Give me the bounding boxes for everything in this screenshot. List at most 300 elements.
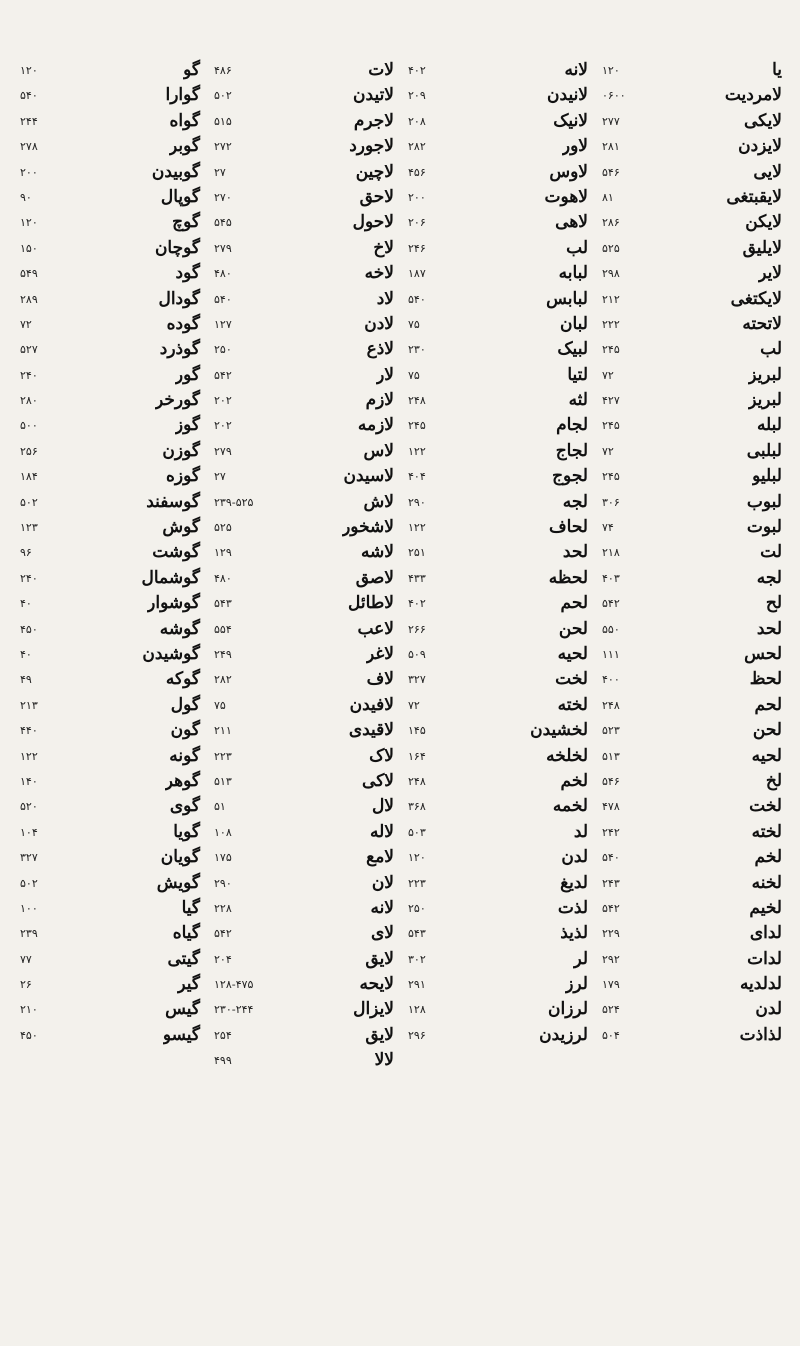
page-number: ۵۰۳: [408, 825, 426, 839]
index-entry: [404, 58, 592, 83]
page-number: ۵۱: [214, 800, 226, 814]
page-number: ۱۷۹: [602, 978, 620, 992]
headword: لاذع: [366, 339, 394, 360]
index-entry: [404, 83, 592, 108]
headword: لانیک: [553, 110, 588, 131]
headword: گوشیدن: [142, 643, 200, 664]
index-entry: [598, 109, 786, 134]
index-entry: [16, 642, 204, 667]
index-entry: [16, 921, 204, 946]
page-number: ۵۵۰: [602, 622, 620, 636]
page-number: ۲۴۰: [20, 571, 38, 585]
page-number: ۲۲۹: [602, 927, 620, 941]
page-number: ۲۸۶: [602, 216, 620, 230]
headword: لایزال: [353, 999, 394, 1020]
page-number: ۵۱۳: [214, 774, 232, 788]
index-entry: [598, 287, 786, 312]
index-entry: [598, 617, 786, 642]
headword: لحم: [754, 694, 782, 715]
index-entry: [404, 947, 592, 972]
headword: گودال: [158, 288, 200, 309]
headword: لامردیت: [724, 85, 782, 106]
headword: لان: [371, 872, 394, 893]
headword: گوکه: [165, 669, 200, 690]
page-number: ۲۴۵: [602, 419, 620, 433]
headword: لانه: [370, 897, 394, 918]
page-number: ۵۵۴: [214, 622, 232, 636]
index-entry: [210, 921, 398, 946]
page-number: ۵۴۹: [20, 267, 38, 281]
headword: لاحول: [352, 212, 394, 233]
headword: لای: [370, 923, 394, 944]
headword: لجه: [562, 491, 588, 512]
page-number: ۱۲۰: [408, 851, 426, 865]
page-number: ۲۲۲: [602, 317, 620, 331]
page-number: ۳۲۷: [408, 673, 426, 687]
page-number: ۲۹۲: [602, 952, 620, 966]
page-number: ۲۲۳: [214, 749, 232, 763]
headword: لبوب: [746, 491, 782, 512]
headword: گود: [175, 263, 200, 284]
index-entry: [16, 540, 204, 565]
page-number: ۷۵: [214, 698, 226, 712]
index-entry: [404, 744, 592, 769]
index-entry: [598, 490, 786, 515]
index-entry: [16, 794, 204, 819]
page-number: ۱۱۱: [602, 647, 620, 661]
headword: لایی: [753, 161, 782, 182]
index-entry: [16, 363, 204, 388]
headword: لاتحته: [742, 313, 782, 334]
page-number: ۱۸۴: [20, 470, 38, 484]
index-entry: [404, 515, 592, 540]
headword: لانیدن: [547, 85, 588, 106]
page-number: ۴۰۰: [602, 673, 620, 687]
headword: لایقبتغی: [726, 186, 782, 207]
index-entry: [210, 540, 398, 565]
headword: لرز: [565, 974, 588, 995]
index-entry: [404, 134, 592, 159]
index-entry: [404, 617, 592, 642]
headword: گوده: [166, 313, 200, 334]
index-entry: [404, 185, 592, 210]
page-number: ۱۸۷: [408, 267, 426, 281]
page-number: ۲۵۰: [214, 343, 232, 357]
index-entry: [210, 947, 398, 972]
headword: لحیه: [751, 745, 782, 766]
page-number: ۱۲۰: [20, 216, 38, 230]
headword: لذیذ: [560, 923, 588, 944]
index-entry: [210, 185, 398, 210]
headword: لایحه: [359, 974, 394, 995]
page-number: ۲۵۰: [408, 901, 426, 915]
index-entry: [16, 591, 204, 616]
headword: لاطائل: [347, 593, 394, 614]
index-entry: [210, 337, 398, 362]
index-entry: [210, 363, 398, 388]
headword: لبوت: [746, 517, 782, 538]
page-number: ۴۸۶: [214, 64, 232, 77]
index-entry: [16, 667, 204, 692]
headword: گوچان: [154, 237, 200, 258]
page-number: ۷۲: [20, 317, 32, 331]
page-number: ۵۴۰: [602, 851, 620, 865]
index-entry: [404, 287, 592, 312]
index-entry: [16, 236, 204, 261]
page-number: ۴۵۰: [20, 622, 38, 636]
headword: گو: [183, 60, 200, 80]
headword: گویا: [173, 821, 200, 842]
headword: لاف: [366, 669, 394, 690]
index-entry: [210, 287, 398, 312]
index-entry: [210, 210, 398, 235]
headword: گور: [174, 364, 200, 385]
index-entry: [598, 58, 786, 83]
index-entry: [598, 845, 786, 870]
index-entry: [16, 947, 204, 972]
page-number: ۰۶۰۰: [602, 89, 626, 103]
headword: لافیدن: [349, 694, 394, 715]
index-entry: [210, 1048, 398, 1073]
index-entry: [210, 896, 398, 921]
headword: گوش: [162, 517, 200, 538]
index-entry: [598, 820, 786, 845]
index-entry: [16, 464, 204, 489]
headword: لح: [765, 593, 782, 614]
index-entry: [210, 236, 398, 261]
index-entry: [404, 236, 592, 261]
page-number: ۵۱۳: [602, 749, 620, 763]
page-number: ۲۷۸: [20, 140, 38, 154]
page-number: ۲۵۶: [20, 444, 38, 458]
headword: لایق: [365, 948, 394, 969]
headword: لبان: [560, 313, 588, 334]
index-entry: [16, 388, 204, 413]
index-entry: [210, 312, 398, 337]
index-entry: [16, 287, 204, 312]
index-entry: [210, 490, 398, 515]
index-entry: [210, 566, 398, 591]
headword: لحم: [560, 593, 588, 614]
page-number: ۲۰۸: [408, 114, 426, 128]
page-number: ۵۴۶: [602, 774, 620, 788]
page-number: ۲۶: [20, 978, 32, 992]
headword: لخلخه: [546, 745, 588, 766]
page-number: ۱۵۰: [20, 241, 38, 255]
page-number: ۲۹۶: [408, 1028, 426, 1042]
index-entry: [210, 845, 398, 870]
page-number: ۲۷۰: [214, 190, 232, 204]
page-number: ۵۴۲: [214, 927, 232, 941]
page-number: ۹۰: [20, 190, 32, 204]
index-entry: [16, 109, 204, 134]
headword: لدات: [747, 948, 782, 969]
index-entry: [404, 845, 592, 870]
index-entry: [598, 997, 786, 1022]
headword: لحظه: [548, 567, 588, 588]
headword: لخم: [754, 847, 782, 868]
page-number: ۲۷۷: [602, 114, 620, 128]
page-number: ۴۰۴: [408, 470, 426, 484]
index-entry: [210, 667, 398, 692]
index-entry: [16, 820, 204, 845]
page-number: ۵۰۲: [20, 495, 38, 509]
index-entry: [598, 972, 786, 997]
index-entry: [210, 972, 398, 997]
index-entry: [210, 160, 398, 185]
page-number: ۲۴۸: [602, 698, 620, 712]
index-entry: [16, 413, 204, 438]
page-number: ۲۱۲: [602, 292, 620, 306]
index-entry: [598, 160, 786, 185]
page-number: ۵۲۴: [602, 1003, 620, 1017]
index-entry: [404, 997, 592, 1022]
index-entry: [404, 439, 592, 464]
index-entry: [210, 820, 398, 845]
headword: گیسو: [162, 1024, 200, 1045]
page-number: ۲۴۵: [408, 419, 426, 433]
headword: لاله: [370, 821, 394, 842]
headword: لاعب: [357, 618, 394, 639]
page-number: ۸۱: [602, 190, 614, 204]
index-entry: [210, 134, 398, 159]
headword: لایزدن: [738, 136, 782, 157]
index-entry: [16, 490, 204, 515]
headword: لحن: [558, 618, 588, 639]
headword: گوبر: [169, 136, 200, 157]
index-entry: [598, 413, 786, 438]
headword: لار: [376, 364, 394, 385]
index-entry: [210, 58, 398, 83]
page-number: ۲۰۲: [214, 394, 232, 408]
index-entry: [210, 642, 398, 667]
headword: گوی: [169, 796, 200, 817]
page-number: ۲۰۴: [214, 952, 232, 966]
index-entry: [404, 363, 592, 388]
index-entry: [16, 744, 204, 769]
headword: لاوس: [549, 161, 588, 182]
headword: لاهوت: [544, 186, 588, 207]
headword: لاقیدی: [348, 720, 394, 741]
index-entry: [16, 769, 204, 794]
index-entry: [210, 413, 398, 438]
page-number: ۴۰۲: [408, 64, 426, 77]
page-number: ۱۲۲: [408, 444, 426, 458]
headword: لاجرم: [353, 110, 394, 131]
index-entry: [404, 896, 592, 921]
index-entry: [404, 388, 592, 413]
index-entry: [404, 871, 592, 896]
index-entry: [16, 566, 204, 591]
index-entry: [16, 439, 204, 464]
headword: گیتی: [167, 948, 200, 969]
headword: گویان: [160, 847, 200, 868]
page-number: ۵۴۰: [408, 292, 426, 306]
headword: لحیه: [557, 643, 588, 664]
headword: لبلبی: [746, 440, 782, 461]
page-number: ۵۲۵: [214, 521, 232, 535]
page-number: ۲۱۰: [20, 1003, 38, 1017]
headword: لاکی: [362, 770, 394, 791]
headword: لاصق: [355, 567, 394, 588]
page-number: ۴۸۰: [214, 571, 232, 585]
page-number: ۲۴۰: [20, 368, 38, 382]
page-number: ۷۵: [408, 368, 420, 382]
index-entry: [210, 1023, 398, 1048]
index-entry: [210, 439, 398, 464]
index-column: [404, 58, 592, 1336]
index-entry: [598, 718, 786, 743]
page-number: ۲۷۹: [214, 444, 232, 458]
page-number: ۲۷۲: [214, 140, 232, 154]
page-number: ۱۲۰: [602, 64, 620, 77]
headword: لحن: [752, 720, 782, 741]
index-entry: [598, 794, 786, 819]
page-number: ۲۴۶: [408, 241, 426, 255]
index-entry: [598, 947, 786, 972]
page-number: ۱۲۳: [20, 521, 38, 535]
headword: لحد: [756, 618, 782, 639]
page-number: ۱۲۲: [408, 521, 426, 535]
index-entry: [210, 591, 398, 616]
index-entry: [404, 413, 592, 438]
page-number: ۲۹۰: [408, 495, 426, 509]
page-number: ۳۰۲: [408, 952, 426, 966]
index-entry: [598, 871, 786, 896]
headword: گول: [170, 694, 200, 715]
index-entry: [210, 388, 398, 413]
page-number: ۵۲۳: [602, 724, 620, 738]
page-number: ۴۰۲: [408, 597, 426, 611]
headword: لبابه: [558, 263, 588, 284]
headword: لادن: [364, 313, 394, 334]
headword: لجاج: [555, 440, 588, 461]
page-number: ۴۸۰: [214, 267, 232, 281]
index-entry: [598, 210, 786, 235]
index-entry: [16, 617, 204, 642]
page-number: ۱۷۵: [214, 851, 232, 865]
index-entry: [210, 997, 398, 1022]
page-number: ۵۴۳: [214, 597, 232, 611]
headword: لاد: [376, 288, 394, 309]
page-number: ۱۲۸: [408, 1003, 426, 1017]
headword: لاتیدن: [353, 85, 394, 106]
index-entry: [404, 794, 592, 819]
headword: لحاف: [549, 517, 588, 538]
page-number: ۴۴۰: [20, 724, 38, 738]
index-entry: [404, 109, 592, 134]
page-number: ۴۵۰: [20, 1028, 38, 1042]
index-entry: [598, 185, 786, 210]
index-entry: [404, 210, 592, 235]
page-number: ۵۰۲: [20, 876, 38, 890]
headword: لدلدیه: [739, 974, 782, 995]
page-number: ۳۰۶: [602, 495, 620, 509]
index-entry: [404, 718, 592, 743]
headword: لجه: [756, 567, 782, 588]
headword: لبله: [756, 415, 782, 436]
page-number: ۲۴۵: [602, 343, 620, 357]
headword: گوشه: [159, 618, 200, 639]
index-entry: [404, 820, 592, 845]
page-number: ۷۲: [408, 698, 420, 712]
page-number: ۲۸۱: [602, 140, 620, 154]
page-number: ۲۷۹: [214, 241, 232, 255]
headword: لاک: [369, 745, 394, 766]
headword: لبیک: [557, 339, 588, 360]
index-entry: [404, 667, 592, 692]
page-number: ۲۱۱: [214, 724, 232, 738]
index-entry: [16, 997, 204, 1022]
headword: لایلیق: [742, 237, 782, 258]
headword: لرزیدن: [539, 1024, 588, 1045]
headword: لثه: [568, 390, 588, 411]
index-entry: [16, 58, 204, 83]
headword: گیا: [181, 897, 200, 918]
page-number: ۵۰۲: [214, 89, 232, 103]
headword: لاهی: [555, 212, 588, 233]
headword: لاور: [561, 136, 588, 157]
page-number: ۵۲۰: [20, 800, 38, 814]
index-entry: [404, 921, 592, 946]
headword: لخت: [749, 796, 782, 817]
headword: لخته: [557, 694, 588, 715]
headword: گونه: [169, 745, 200, 766]
page-number: ۲۹۱: [408, 978, 426, 992]
index-entry: [16, 871, 204, 896]
index-entry: [598, 388, 786, 413]
headword: لایر: [758, 263, 782, 284]
headword: لاغر: [366, 643, 394, 664]
headword: لال: [371, 796, 394, 817]
index-entry: [16, 83, 204, 108]
headword: لذاذت: [739, 1024, 782, 1045]
page-number: ۲۰۰: [408, 190, 426, 204]
headword: لاسیدن: [343, 466, 394, 487]
index-entry: [210, 871, 398, 896]
headword: گوبیدن: [151, 161, 200, 182]
headword: لت: [760, 542, 782, 563]
headword: لایق: [365, 1024, 394, 1045]
index-entry: [598, 337, 786, 362]
page-number: ۷۵: [408, 317, 420, 331]
index-entry: [210, 744, 398, 769]
page-number: ۷۲: [602, 368, 614, 382]
headword: لدای: [749, 923, 782, 944]
index-entry: [404, 540, 592, 565]
index-entry: [210, 109, 398, 134]
index-entry: [210, 515, 398, 540]
index-entry: [404, 972, 592, 997]
page-number: ۵۴۶: [602, 165, 620, 179]
index-entry: [598, 540, 786, 565]
headword: لخمه: [552, 796, 588, 817]
page-number: ۵۴۳: [408, 927, 426, 941]
index-entry: [404, 566, 592, 591]
page-number: ۲۵۴: [214, 1028, 232, 1042]
page-number: ۷۴: [602, 521, 614, 535]
page-number: ۱۲۰: [20, 64, 38, 77]
index-entry: [16, 718, 204, 743]
page-number: ۲۲۳: [408, 876, 426, 890]
index-entry: [598, 363, 786, 388]
page-number: ۴۲۷: [602, 394, 620, 408]
headword: لخم: [560, 770, 588, 791]
headword: لر: [573, 948, 588, 969]
headword: لبریز: [748, 390, 782, 411]
index-entry: [598, 1023, 786, 1048]
page-number: ۴۷۸: [602, 800, 620, 814]
